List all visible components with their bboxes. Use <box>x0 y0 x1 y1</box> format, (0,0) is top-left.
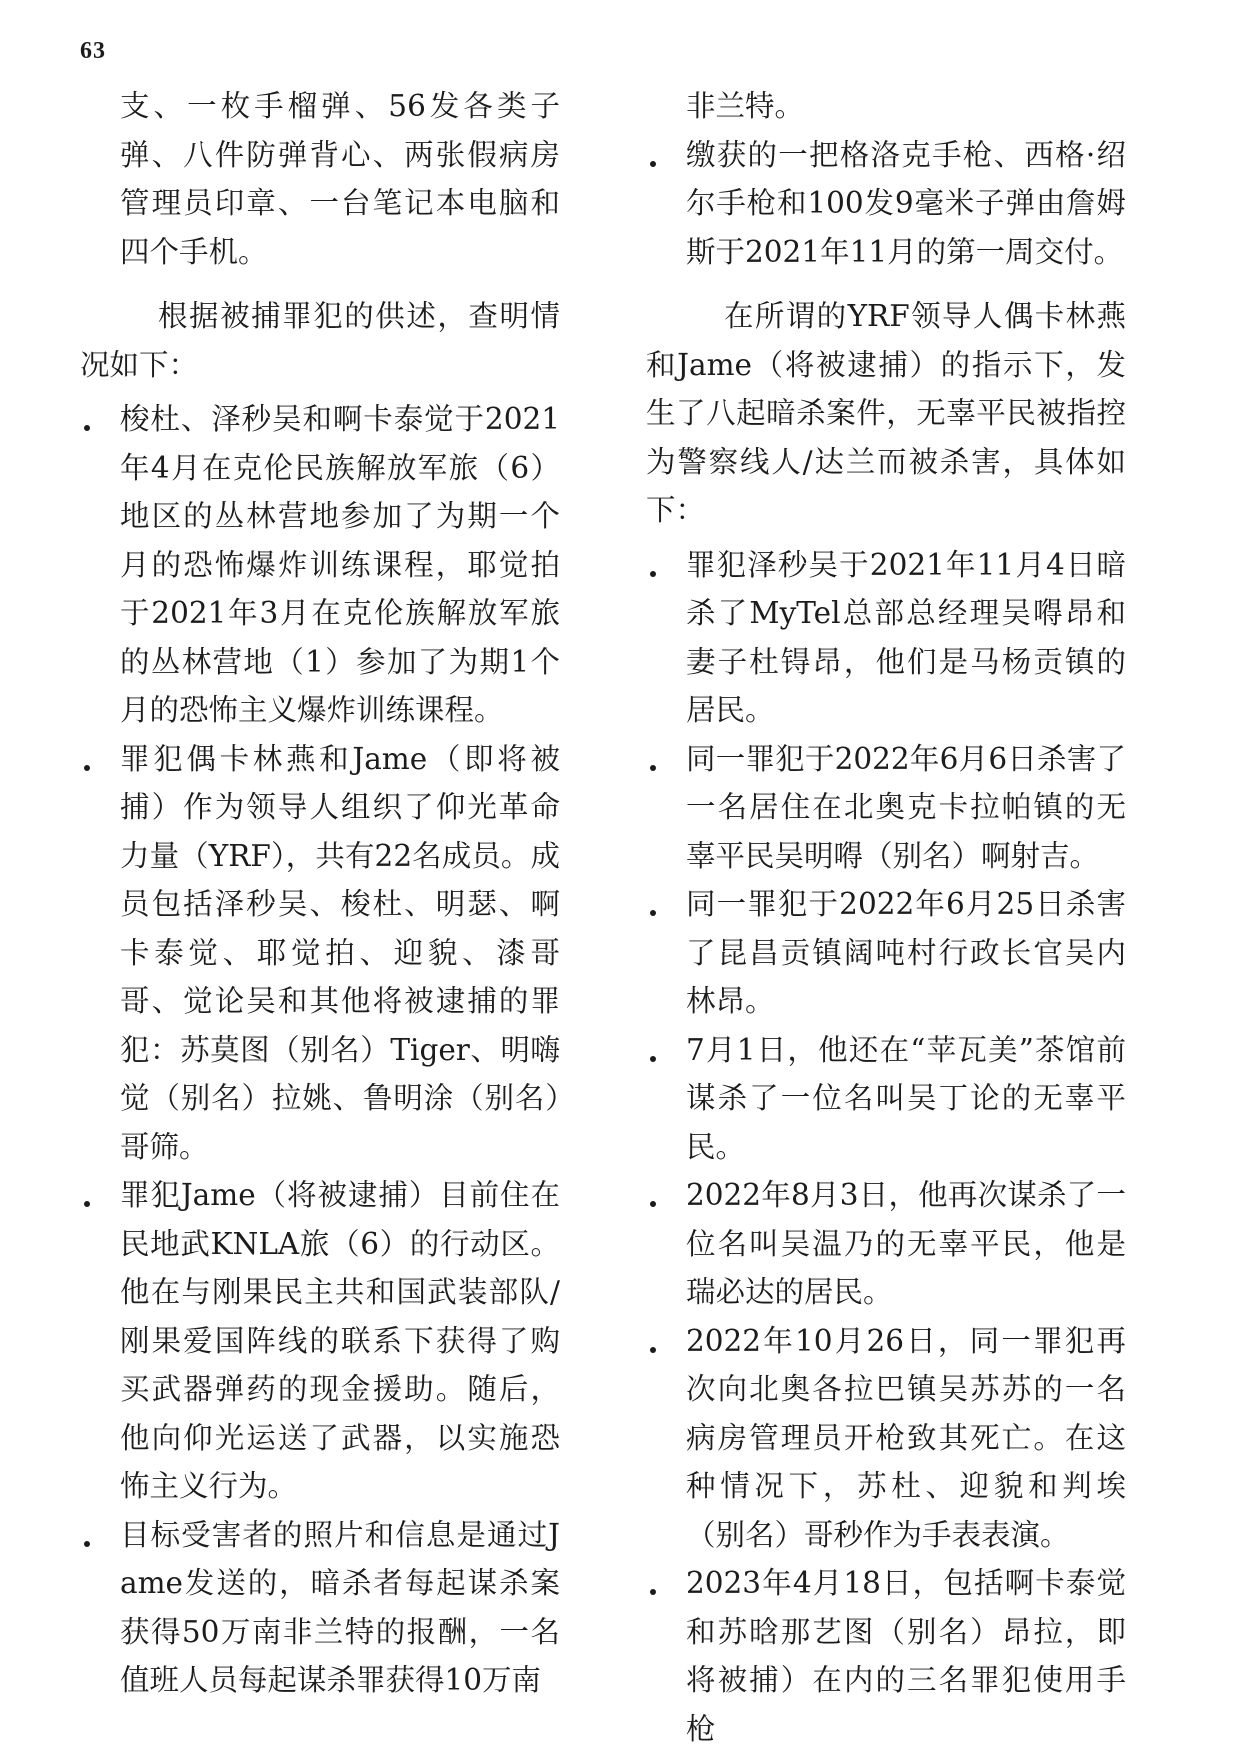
list-item <box>646 541 1126 735</box>
list-item-text: 目标受害者的照片和信息是通过Jame发送的，暗杀者每起谋杀案获得50万南非兰特的报酬，一名值班人员每起谋杀罪获得10万南 <box>120 1517 560 1697</box>
list-item-text: 罪犯偶卡林燕和Jame（即将被捕）作为领导人组织了仰光革命力量（YRF），共有22名成员。成员包括泽秒吴、梭杜、明瑟、啊卡泰觉、耶觉拍、迎貌、漆哥哥、觉论吴和其他将被逮捕的罪犯：苏莫图（别名）Tiger、明嗨觉（别名）拉姚、鲁明涂（别名）哥筛。 <box>120 741 560 1164</box>
list-item <box>80 1511 560 1705</box>
list-item-text: 2022年8月3日，他再次谋杀了一位名叫吴温乃的无辜平民，他是瑞必达的居民。 <box>686 1178 1126 1309</box>
list-item-text: 同一罪犯于2022年6月6日杀害了一名居住在北奥克卡拉帕镇的无辜平民吴明嘚（别名）啊射吉。 <box>686 741 1126 873</box>
continuation-paragraph: 支、一枚手榴弹、56发各类子弹、八件防弹背心、两张假病房管理员印章、一台笔记本电脑和四个手机。 <box>120 89 560 269</box>
bullet-icon <box>650 1201 656 1207</box>
list-item <box>646 1317 1126 1560</box>
bullet-icon <box>650 161 656 167</box>
page-number: 63 <box>80 38 106 64</box>
bullet-list-top <box>646 131 1126 277</box>
list-item <box>646 1559 1126 1753</box>
bullet-icon <box>650 765 656 771</box>
intro-paragraph: 根据被捕罪犯的供述，查明情况如下： <box>80 299 560 382</box>
bullet-icon <box>84 1541 90 1547</box>
list-item <box>80 735 560 1172</box>
list-item-text: 7月1日，他还在“苹瓦美”茶馆前谋杀了一位名叫吴丁论的无辜平民。 <box>686 1032 1126 1164</box>
body-paragraph: 在所谓的YRF领导人偶卡林燕和Jame（将被逮捕）的指示下，发生了八起暗杀案件，无辜平民被指控为警察线人/达兰而被杀害，具体如下： <box>646 299 1126 527</box>
bullet-icon <box>650 1347 656 1353</box>
list-item <box>646 131 1126 277</box>
list-item <box>80 395 560 735</box>
bullet-icon <box>650 571 656 577</box>
bullet-icon <box>650 910 656 916</box>
bullet-list <box>646 541 1126 1754</box>
list-item-text: 2023年4月18日，包括啊卡泰觉和苏晗那艺图（别名）昂拉，即将被捕）在内的三名罪犯使用手枪 <box>686 1566 1126 1746</box>
list-item <box>646 1171 1126 1317</box>
bullet-icon <box>84 1201 90 1207</box>
list-item-text: 罪犯泽秒吴于2021年11月4日暗杀了MyTel总部总经理吴嘚昂和妻子杜锝昂，他们是马杨贡镇的居民。 <box>686 547 1126 727</box>
left-column <box>80 82 560 1705</box>
bullet-icon <box>84 425 90 431</box>
list-item-text: 同一罪犯于2022年6月25日杀害了昆昌贡镇阔吨村行政长官吴内林昂。 <box>686 887 1126 1018</box>
list-item-text: 梭杜、泽秒吴和啊卡泰觉于2021年4月在克伦民族解放军旅（6）地区的丛林营地参加了为期一个月的恐怖爆炸训练课程，耶觉拍于2021年3月在克伦族解放军旅的丛林营地（1）参加了为期1个月的恐怖主义爆炸训练课程。 <box>120 402 560 727</box>
list-item <box>646 735 1126 881</box>
bullet-list <box>80 395 560 1705</box>
list-item-text: 缴获的一把格洛克手枪、西格·绍尔手枪和100发9毫米子弹由詹姆斯于2021年11月的第一周交付。 <box>686 137 1126 269</box>
right-column <box>646 82 1126 1753</box>
list-item <box>646 1026 1126 1172</box>
list-item-text: 2022年10月26日，同一罪犯再次向北奥各拉巴镇吴苏苏的一名病房管理员开枪致其死亡。在这种情况下，苏杜、迎貌和判埃（别名）哥秒作为手表表演。 <box>686 1323 1126 1552</box>
bullet-icon <box>650 1056 656 1062</box>
bullet-icon <box>84 765 90 771</box>
bullet-icon <box>650 1589 656 1595</box>
continuation-paragraph: 非兰特。 <box>686 89 805 123</box>
list-item-text: 罪犯Jame（将被逮捕）目前住在民地武KNLA旅（6）的行动区。他在与刚果民主共和国武装部队/刚果爱国阵线的联系下获得了购买武器弹药的现金援助。随后，他向仰光运送了武器，以实施恐怖主义行为。 <box>120 1178 560 1503</box>
list-item <box>646 880 1126 1026</box>
list-item <box>80 1171 560 1511</box>
